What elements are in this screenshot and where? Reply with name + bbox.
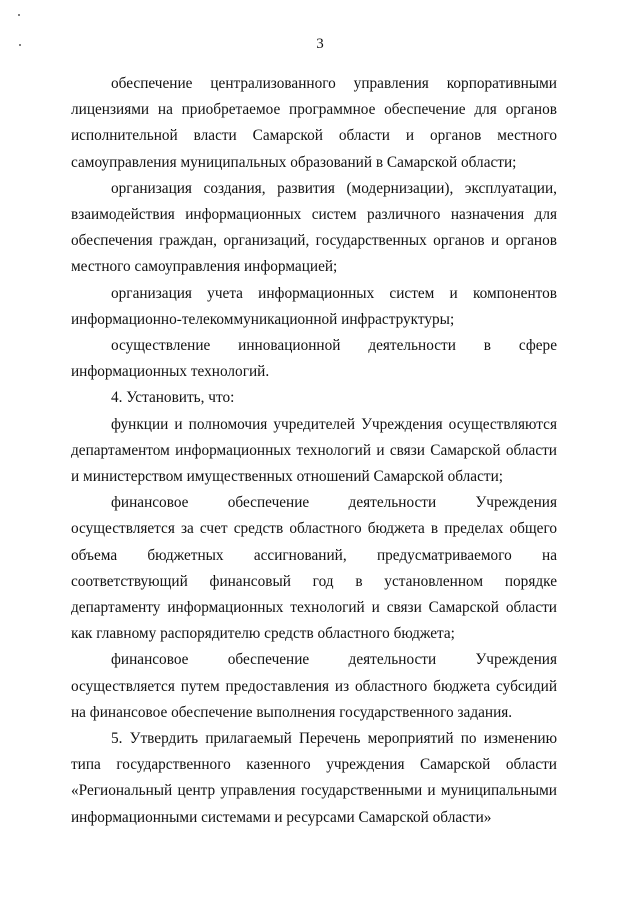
paragraph-section-4: 4. Установить, что: (111, 389, 235, 407)
paragraph-financing-budget: финансовое обеспечение деятельности Учреждения осуществляется за счет средств областного бюджета в пределах общего объема бюджетных ассигнований, предусматриваемого на соответствующий финансовый год в установленном порядке департаменту информационных технологий и связи Самарской области как главному распорядителю средств областного бюджета; (71, 494, 557, 643)
paragraph-innovation: осуществление инновационной деятельности в сфере информационных технологий. (71, 337, 557, 381)
paragraph-information-systems: организация создания, развития (модернизации), эксплуатации, взаимодействия информационных систем различного назначения для обеспечения граждан, организаций, государственных органов и органов местного самоуправления информацией; (71, 179, 557, 276)
paragraph-license-management: обеспечение централизованного управления корпоративными лицензиями на приобретаемое программное обеспечение для органов исполнительной власти Самарской области и органов местного самоуправления муниципальных образований в Самарской области; (71, 75, 557, 171)
paragraph-founders: функции и полномочия учредителей Учреждения осуществляются департаментом информационных технологий и связи Самарской области и министерством имущественных отношений Самарской области; (71, 415, 557, 486)
page-number: 3 (316, 36, 324, 52)
paragraph-section-5: 5. Утвердить прилагаемый Перечень мероприятий по изменению типа государственного казенного учреждения Самарской области «Региональный центр управления государственными и муниципальными информационными системами и ресурсами Самарской области» (71, 730, 557, 826)
scan-speck (18, 14, 20, 16)
paragraph-financing-subsidies: финансовое обеспечение деятельности Учреждения осуществляется путем предоставления из областного бюджета субсидий на финансовое обеспечение выполнения государственного задания. (71, 651, 557, 721)
document-body (71, 71, 557, 831)
paragraph-accounting: организация учета информационных систем и компонентов информационно-телекоммуникационной инфраструктуры; (71, 284, 557, 328)
